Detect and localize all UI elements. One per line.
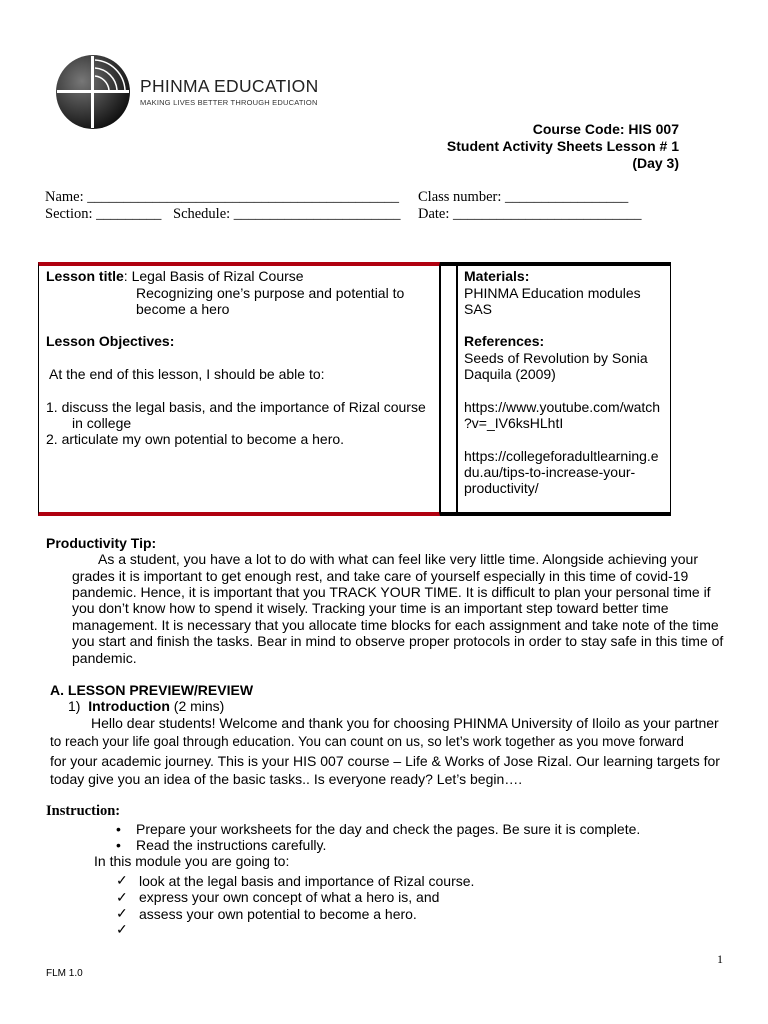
tip-line-1: As a student, you have a lot to do with what can feel like very little time. Alongside achieving your [98,551,698,567]
goal-2: express your own concept of what a hero is, and [139,889,440,905]
phinma-logo-icon [55,54,131,130]
sheet-title: Student Activity Sheets Lesson # 1 [446,138,679,154]
lesson-title-label: Lesson title [46,268,124,284]
box-divider [440,262,457,516]
reference-1: Seeds of Revolution by Sonia [464,350,648,366]
instruction-label: Instruction: [46,803,121,819]
lesson-subtitle-2: become a hero [136,301,230,317]
tip-label: Productivity Tip: [46,535,157,551]
intro-label: Introduction [88,698,170,714]
lesson-subtitle-1: Recognizing one’s purpose and potential to [136,285,405,301]
reference-2-link-cont[interactable]: ?v=_IV6ksHLhtI [464,415,564,431]
goal-1: look at the legal basis and importance of Rizal course. [139,873,475,889]
intro-time: (2 mins) [169,698,225,714]
checkmark-icon: ✓ [116,889,128,905]
tip-line-2: grades it is important to get enough rest, and take care of yourself especially in this time of covid-19 [72,568,689,584]
objective-2: 2. articulate my own potential to become a hero. [46,431,345,447]
reference-3-link[interactable]: https://collegeforadultlearning.e [464,448,659,464]
lesson-title [46,268,304,284]
materials-item-2: SAS [464,301,493,317]
goal-3: assess your own potential to become a hero. [139,906,417,922]
date-field: Date: __________________________ [418,206,642,222]
lesson-title-text: : Legal Basis of Rizal Course [123,268,304,284]
checkmark-icon: ✓ [116,905,128,921]
tip-line-5: management. It is necessary that you allocate time blocks for each assignment and take note of the time [72,617,719,633]
instruction-bullet-2: Read the instructions carefully. [136,837,327,853]
reference-1-cont: Daquila (2009) [464,366,556,382]
checkmark-icon: ✓ [116,921,128,937]
reference-3-link-cont[interactable]: du.au/tips-to-increase-your- [464,464,636,480]
brand-tagline: MAKING LIVES BETTER THROUGH EDUCATION [140,98,318,107]
intro-line-2: to reach your life goal through education. You can count on us, so let’s work together as you move forward [50,734,684,749]
intro-number: 1) [68,698,81,714]
reference-3-link-end[interactable]: productivity/ [464,480,539,496]
objective-1: 1. discuss the legal basis, and the importance of Rizal course [46,399,426,415]
intro-line-4: today give you an idea of the basic tasks.. Is everyone ready? Let’s begin…. [50,771,523,787]
intro-heading [68,698,224,714]
bullet-icon: • [116,837,121,853]
section-field: Section: _________ [45,206,162,222]
brand-name: PHINMA EDUCATION [140,76,319,96]
schedule-field: Schedule: _______________________ [173,206,401,222]
objective-1-cont: in college [72,415,132,431]
tip-line-7: pandemic. [72,650,137,666]
objectives-label: Lesson Objectives: [46,333,175,349]
instruction-bullet-1: Prepare your worksheets for the day and check the pages. Be sure it is complete. [136,821,641,837]
reference-2-link[interactable]: https://www.youtube.com/watch [464,399,661,415]
course-code: Course Code: HIS 007 [532,121,679,137]
instruction-lead: In this module you are going to: [94,853,290,869]
class-number-field: Class number: _________________ [418,189,629,205]
tip-line-4: you don’t know how to spend it wisely. Tracking your time is an important step toward better time [72,600,669,616]
section-a-heading: A. LESSON PREVIEW/REVIEW [50,682,254,698]
checkmark-icon: ✓ [116,872,128,888]
tip-line-6: you start and finish the tasks. Bear in mind to observe proper protocols in order to stay safe in this time of [72,633,724,649]
version-label: FLM 1.0 [46,968,83,979]
materials-item-1: PHINMA Education modules [464,285,641,301]
intro-line-1: Hello dear students! Welcome and thank you for choosing PHINMA University of Iloilo as your partner [91,715,719,731]
objectives-intro: At the end of this lesson, I should be able to: [49,366,325,382]
bullet-icon: • [116,821,121,837]
course-code-block [447,121,679,172]
references-label: References: [464,333,545,349]
intro-line-3: for your academic journey. This is your HIS 007 course – Life & Works of Jose Rizal. Our learning targets for [50,753,720,769]
day-label: (Day 3) [632,155,679,171]
name-field: Name: ___________________________________________ [45,189,400,205]
page-number: 1 [717,952,723,966]
tip-line-3: pandemic. Hence, it is important that you TRACK YOUR TIME. It is difficult to plan your personal time if [72,584,711,600]
materials-label: Materials: [464,268,530,284]
